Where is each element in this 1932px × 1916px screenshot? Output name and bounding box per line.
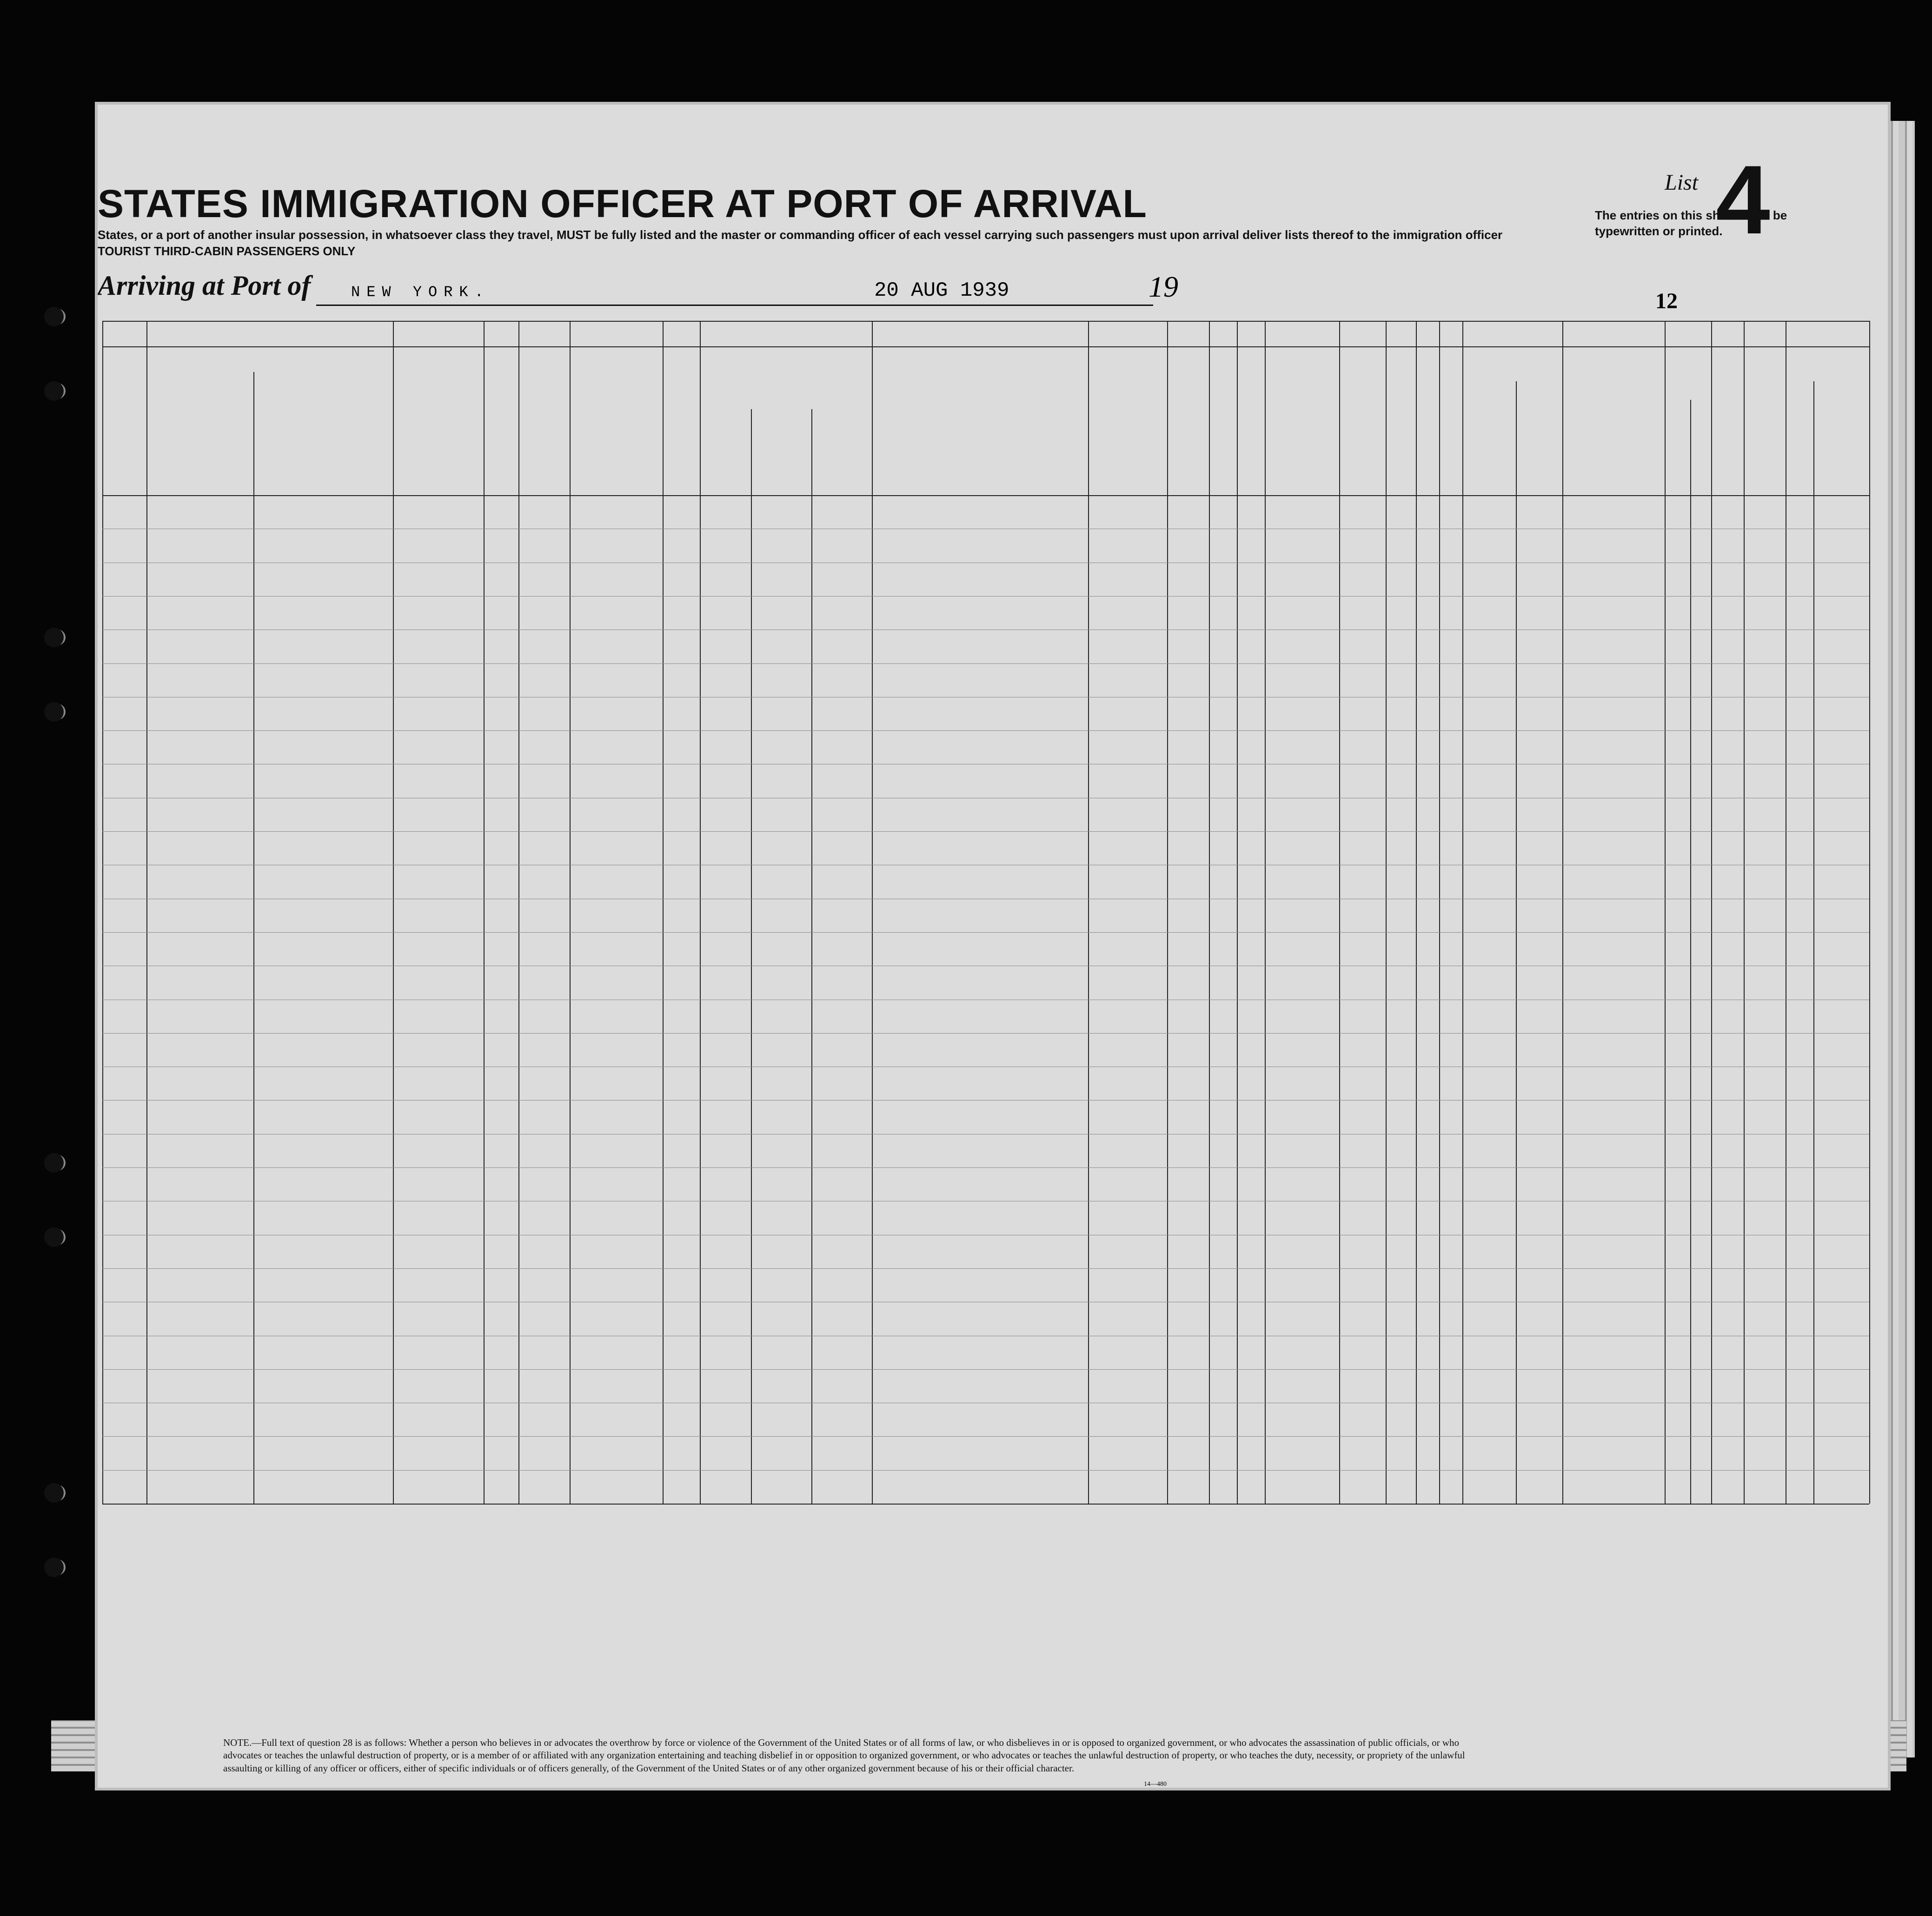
port-underline [316,305,921,306]
column-rule [1088,321,1089,1504]
manifest-sheet [98,105,1888,1788]
row-rule [102,831,1869,832]
footnote: NOTE.—Full text of question 28 is as follows: Whether a person who believes in or advocates the overthrow by force or violence of the Government of the United States or of all forms of law, or who disbelieves in or is opposed to organized government, or who advocates the assassination of public officials, or who advocates or teaches the unlawful destruction of property, or is a member of or affiliated with any organization entertaining and teaching disbelief in or opposition to organized government, or who advocates or teaches the unlawful destruction of property, or who teaches the duty, necessity, or propriety of the unlawful assaulting or killing of any officer or officers, either of specific individuals or of officers generally, of the Government of the United States or of any other organized government because of his or their official character. [223,1737,1465,1774]
column-rule [1869,321,1870,1504]
column-rule [811,409,812,1504]
binder-hole [44,381,64,401]
row-rule [102,730,1869,731]
column-rule [484,321,485,1504]
column-rule [1339,321,1340,1504]
row-rule [102,663,1869,664]
binder-hole [44,1227,64,1247]
column-rule [146,321,147,1504]
date-underline [832,305,1153,306]
row-rule [102,1436,1869,1437]
column-rule [751,409,752,1504]
column-rule [700,321,701,1504]
column-rule [570,321,571,1504]
arrival-date: 20 AUG 1939 [874,279,1009,302]
column-rule [663,321,664,1504]
form-subtitle: States, or a port of another insular possession, in whatsoever class they travel, MUST be fully listed and the master or commanding officer of each vessel carrying such passengers must upon arrival deliver lists thereof to the immigration officer [98,228,1503,242]
column-rule [1167,321,1168,1504]
column-rule [253,372,254,1504]
binder-hole [44,307,64,326]
binder-hole [44,1558,64,1577]
row-rule [102,1100,1869,1101]
column-rule [1744,321,1745,1504]
column-rule [872,321,873,1504]
column-rule [1439,321,1440,1504]
arriving-label: Arriving at Port of [98,270,311,301]
column-rule [1711,321,1712,1504]
column-rule [1237,321,1238,1504]
table-top-rule [102,321,1869,322]
row-rule [102,1470,1869,1471]
column-rule [393,321,394,1504]
row-rule [102,1167,1869,1168]
column-rule [1416,321,1417,1504]
year-prefix: 19 [1149,270,1178,303]
binder-hole [44,628,64,647]
binder-hole [44,1153,64,1173]
table-bottom-rule [102,1504,1869,1505]
form-subtitle-class: TOURIST THIRD-CABIN PASSENGERS ONLY [98,244,356,258]
form-title: STATES IMMIGRATION OFFICER AT PORT OF ARRIVAL [98,182,1147,225]
column-rule [1665,321,1666,1504]
page-mark: 12 [1655,289,1678,313]
column-rule [102,321,103,1504]
list-note: The entries on this sheet must be typewritten or printed. [1595,208,1787,238]
column-rule [1209,321,1210,1504]
header-bottom-rule [102,495,1869,496]
form-code: 14—480 [1144,1781,1167,1788]
row-rule [102,1268,1869,1269]
row-rule [102,932,1869,933]
row-rule [102,596,1869,597]
column-rule [1462,321,1463,1504]
header-complexion [1613,402,1665,453]
column-rule [1690,400,1691,1504]
column-rule [1265,321,1266,1504]
column-rule [1386,321,1387,1504]
binder-hole [44,1483,64,1503]
list-label: List [1665,170,1699,195]
row-rule [102,1033,1869,1034]
column-rule [518,321,519,1504]
row-rule [102,1369,1869,1370]
colnum-rule [102,346,1869,347]
arrival-port: NEW YORK. [351,284,490,301]
binder-hole [44,702,64,722]
column-rule [1562,321,1563,1504]
list-number: 4 [1716,145,1770,254]
